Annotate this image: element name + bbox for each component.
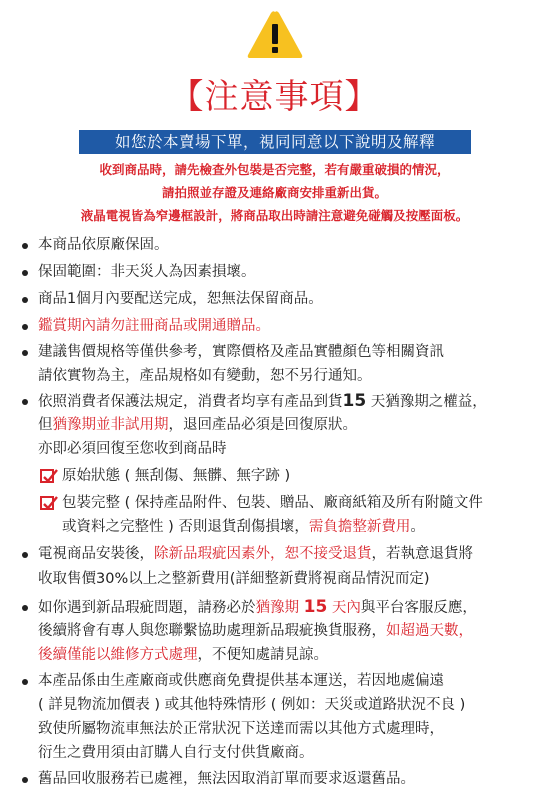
bullet-dot — [22, 399, 28, 405]
checkbox-checked-icon — [40, 496, 54, 510]
bullet-dot — [22, 552, 28, 558]
item-warranty-scope: 保固範圍：非天災人為因素損壞。 — [38, 264, 256, 280]
notice-line-1: 收到商品時，請先檢查外包裝是否完整，若有嚴重破損的情況， — [99, 162, 450, 177]
page-title: 【注意事項】 — [169, 77, 380, 117]
condition-original-state: 原始狀態 ( 無刮傷、無髒、無字跡 ) — [62, 468, 291, 484]
item-price-line-2: 請依實物為主，產品規格如有變動，恕不另行通知。 — [38, 368, 372, 384]
item-price-line-1: 建議售價規格等僅供參考，實際價格及產品實體顏色等相關資訊 — [38, 344, 444, 360]
item-shipping-line-3: 致使所屬物流車無法於正常狀況下送達而需以其他方式處理時， — [38, 721, 444, 737]
bullet-dot — [22, 243, 28, 249]
bullet-dot — [22, 324, 28, 330]
notice-line-2: 請拍照並存證及連絡廠商安排重新出貨。 — [161, 185, 387, 200]
item-installation-line-1: 電視商品安裝後，除新品瑕疵因素外，恕不接受退貨，若執意退貨將 — [38, 546, 473, 562]
item-warranty: 本商品依原廠保固。 — [38, 237, 169, 253]
checkbox-checked-icon — [40, 469, 54, 483]
bullet-dot — [22, 270, 28, 276]
warning-triangle-icon — [246, 10, 304, 60]
item-consumer-law-line-3: 亦即必須回復至您收到商品時 — [38, 441, 227, 457]
notice-line-3: 液晶電視皆為窄邊框設計，將商品取出時請注意避免碰觸及按壓面板。 — [80, 208, 469, 223]
item-registration-warning: 鑑賞期內請勿註冊商品或開通贈品。 — [38, 318, 270, 334]
item-shipping-line-4: 衍生之費用須由訂購人自行支付供貨廠商。 — [38, 745, 314, 761]
item-defect-line-2: 後續將會有專人與您聯繫協助處理新品瑕疵換貨服務，如超過天數， — [38, 623, 473, 639]
item-installation-line-2: 收取售價30%以上之整新費用(詳細整新費將視商品情況而定) — [38, 571, 430, 587]
item-defect-line-3: 後續僅能以維修方式處理，不便知處請見諒。 — [38, 647, 328, 663]
item-consumer-law-line-2: 但猶豫期並非試用期，退回產品必須是回復原狀。 — [38, 417, 357, 433]
condition-packaging-line-1: 包裝完整 ( 保持產品附件、包裝、贈品、廠商紙箱及所有附隨文件 — [62, 495, 483, 511]
bullet-dot — [22, 777, 28, 783]
bullet-dot — [22, 350, 28, 356]
item-shipping-line-2: ( 詳見物流加價表 ) 或其他特殊情形 ( 例如：天災或道路狀況不良 ) — [38, 697, 466, 713]
item-shipping-line-1: 本產品係由生產廠商或供應商免費提供基本運送，若因地處偏遠 — [38, 673, 444, 689]
trial-days-number: 15 — [342, 391, 367, 411]
agreement-banner: 如您於本賣場下單，視同同意以下說明及解釋 — [79, 130, 471, 154]
bullet-dot — [22, 679, 28, 685]
item-defect-line-1: 如你遇到新品瑕疵問題，請務必於猶豫期 15 天內與平台客服反應， — [38, 597, 477, 617]
bullet-dot — [22, 297, 28, 303]
condition-packaging-line-2: 或資料之完整性 ) 否則退貨刮傷損壞，需負擔整新費用。 — [62, 519, 425, 535]
item-consumer-law-line-1: 依照消費者保護法規定，消費者均享有產品到貨15 天猶豫期之權益， — [38, 391, 487, 411]
bullet-dot — [22, 605, 28, 611]
item-delivery: 商品1個月內要配送完成，恕無法保留商品。 — [38, 291, 323, 307]
item-recycling: 舊品回收服務若已處裡，無法因取消訂單而要求返還舊品。 — [38, 771, 415, 787]
